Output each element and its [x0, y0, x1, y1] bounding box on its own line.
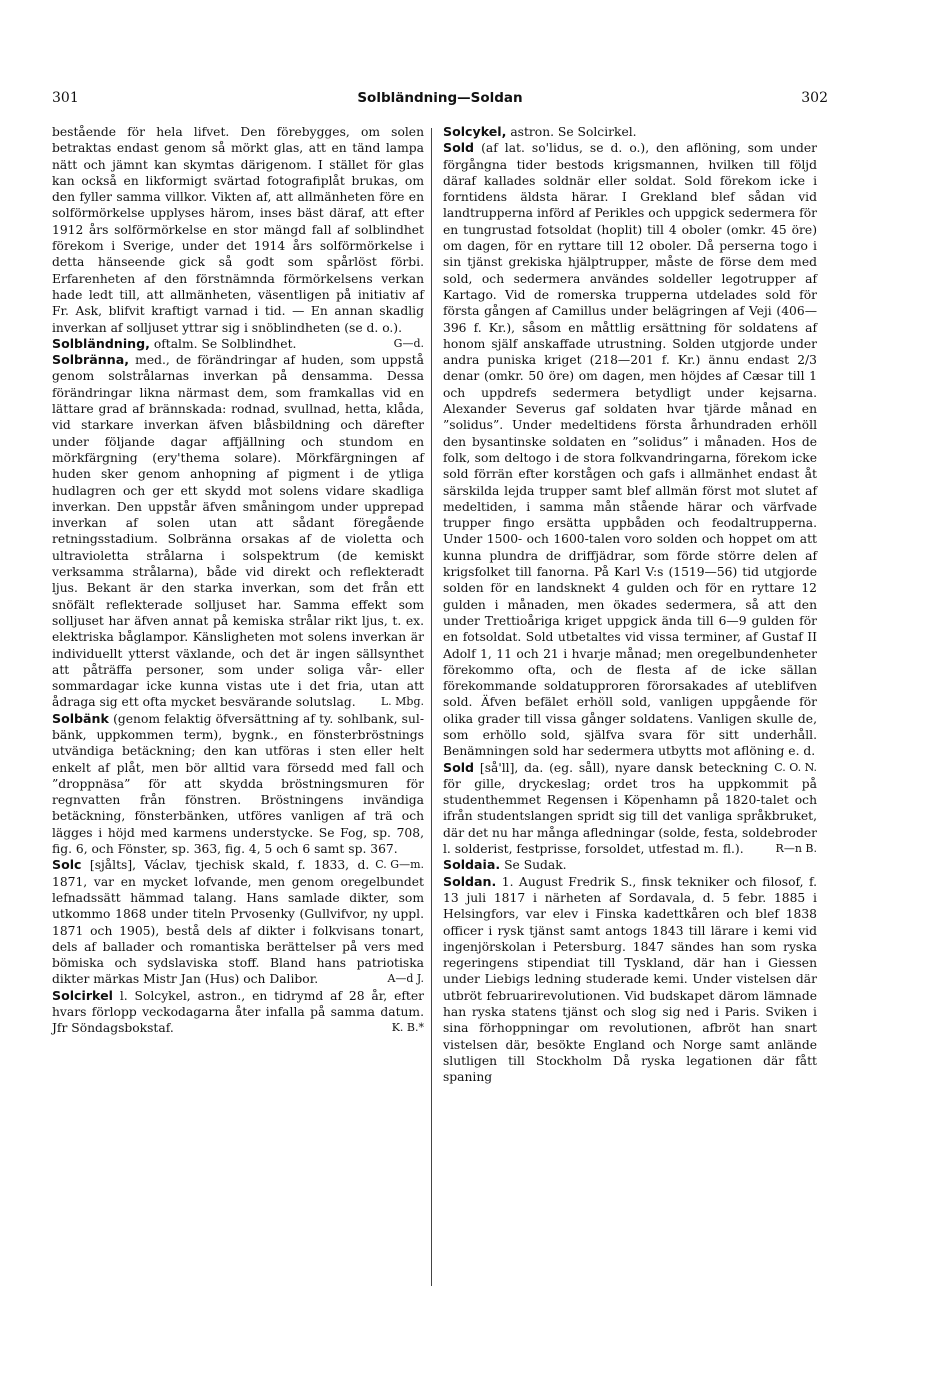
entry-headword: Solc — [52, 857, 82, 873]
entry-text: astron. Se Solcirkel. — [510, 125, 637, 139]
entry-text: bestående för hela lifvet. Den förebygges, om solen betraktas endast genom så mörkt glas, att en tänd lampa nätt och jämnt kan skymtas därigenom. I stället för glas kan också en likformigt svärtad fotografiplåt brukas, om den fyller samma villkor. Vikten af, att allmänheten före en solförmörkelse upplyses härom, inses bäst däraf, att efter 1912 års solförmörkelse en stor mängd fall af solblindhet förekom i Sverige, under det 1914 års solförmörkelse i detta hänseende gick så godt som spårlöst förbi. Erfarenheten af den förstnämnda förmörkelsens verkan hade ledt till, att allmänheten, väsentligen på initiativ af Fr. Ask, blifvit kraftigt varnad i tid. — En annan skadlig inverkan af solljuset yttrar sig i snöblindheten (se d. o.). — [52, 125, 424, 335]
entry-text: Se Sudak. — [504, 858, 567, 873]
entry-headword: Solbränna, — [52, 352, 129, 368]
entry — [52, 988, 424, 1037]
entry-text: (af lat. so'lidus, se d. o.), den aflöning, som under förgångna tider bestods krigsmannen, hvilken till följd däraf kallades soldnär eller soldat. Sold förekom icke i forntidens äldsta härar. I Grekland blef sådan vid landtrupperna införd af Perikles och uppgick sedermera för en tungrustad fotsoldat (hoplit) till 4 oboler (omkr. 45 öre) om dagen, för en ryttare till 12 oboler. Då perserna togo i sin tjänst grekiska hjälptrupper, måste de förse dem med sold, och sedermera användes soldeller legotrupper af Kartago. Vid de romerska trupperna utdelades sold för första gången af Camillus under belägringen af Veji (406—396 f. Kr.), såsom en måttlig ersättning för soldatens af honom själf anskaffade utrustning. Solden utgjorde under andra puniska kriget (218—201 f. Kr.) ännu endast 2/3 denar (omkr. 50 öre) om dagen, men höjdes af Cæsar till 1 och uppdrefs sedermera betydligt under kejsarna. Alexander Severus gaf soldaten hvar tjärde månad en ”solidus”. Under medeltidens första århundraden erhöll den bysantinske soldaten en ”solidus” i månaden. Hos de folk, som deltogo i de stora folkvandringarna, förekom icke sold förrän efter korstågen och gafs i allmänhet endast åt särskilda lejda trupper samt blef allmän först mot slutet af medeltiden, i samma mån stående härar och värfvade trupper fingo ersätta uppbåden och feodaltrupperna. Under 1500- och 1600-talen voro solden och hoppet om att kunna plundra de driffjädrar, som förde större delen af krigsfolket till fanorna. På Karl V:s (1519—56) tid utgjorde solden för en landsknekt 4 gulden och för en ryttare 12 gulden i månaden, men ökades sedermera, så att den under Trettioåriga kriget uppgick ända till 6—9 gulden för en fotsoldat. Sold utbetaltes vid vissa terminer, af Gustaf II Adolf 1, 11 och 21 i hvarje månad; men oregelbundenheter förekommo ofta, och de flesta af de icke sällan förekommande soldatupproren förorsakades af uteblifven sold. Äfven befälet erhöll sold, vanligen uppgående för olika grader till vissa gånger soldatens. Vanligen skulle de, som erhöllo sold, själfva svara för sitt underhåll. Benämningen sold har sedermera utbytts mot aflöning e. d. — [443, 141, 817, 759]
entry-headword: Solbänk — [52, 710, 109, 726]
entry-text: l. Solcykel, astron., en tidrymd af 28 år, efter hvars förlopp veckodagarna åter infalla på samma datum. Jfr Söndagsbokstaf. — [52, 988, 424, 1036]
entry — [443, 874, 817, 1086]
entry-signature: A—d J. — [387, 972, 424, 986]
entry-text: 1. August Fredrik S., finsk tekniker och filosof, f. 13 juli 1817 i närheten af Sordavala, d. 5 febr. 1885 i Helsingfors, var elev i Finska kadettkåren och blef 1838 officer i rysk tjänst samt antogs 1843 till lärare i kemi vid ingenjörskolan i Petersburg. 1847 sändes han som ryska regeringens stipendiat till Tyskland, där han i Giessen under Liebigs ledning studerade kemi. Under vistelsen där utbröt februarirevolutionen. Vid budskapet därom lämnade han ryska statens tjänst och slog sig ned i Paris. Sviken i sina förhoppningar om revolutionen, afbröt han snart vistelsen där, besökte England och Norge samt anlände slutligen till Stockholm Då ryska legationen där fått spaning — [443, 874, 817, 1085]
entry-text: [sjålts], Václav, tjechisk skald, f. 1833, d. 1871, var en mycket lofvande, men genom oregelbundet lefnadssätt hämmad talang. Hans samlade dikter, som utkommo 1868 under titeln Prvosenky (Gullvifvor, ny uppl. 1871 och 1905), bestå dels af dikter i folkvisans tonart, dels af ballader och romantiska berättelser på vers med bömiska och sydslaviska stoff. Bland hans patriotiska dikter märkas Mistr Jan (Hus) och Dalibor. — [52, 858, 424, 987]
entry-headword: Soldaia. — [443, 857, 501, 873]
entry-text: (genom felaktig öfversättning af ty. sohlbank, sul-bänk, uppkommen term), bygnk., en fönsterbröstnings utvändiga betäckning; den kan utföras i sten eller helt enkelt af plåt, men bör alltid vara försedd med fall och ”droppnäsa” för att skydda bröstningsmuren för regnvatten från fönstren. Bröstningens invändiga betäckning, fönsterbänken, utföres vanligen af trä och lägges i höjd med karmens understycke. Se Fog, sp. 708, fig. 6, och Fönster, sp. 363, fig. 4, 5 och 6 samt sp. 367. — [52, 711, 424, 857]
entry-signature: C. G—m. — [375, 858, 424, 872]
entry-signature: G—d. — [393, 336, 424, 350]
entry — [52, 352, 424, 711]
right-column — [443, 124, 817, 1086]
entry-headword: Sold — [443, 140, 475, 156]
entry-text: [så'll], da. (eg. såll), nyare dansk beteckning för gille, dryckeslag; ordet tros ha uppkommit på studenthemmet Regensen i Köpenhamn på 1820-talet och ifrån studentslangen spridt sig till det vanliga språkbruket, där det nu har många afledningar (solde, festa, soldebroder l. solderist, festprisse, forsoldet, utfestad m. fl.). — [443, 760, 817, 857]
entry — [443, 140, 817, 774]
entry-signature: R—n B. — [775, 842, 817, 856]
entry-headword: Solcykel, — [443, 124, 507, 139]
entry-signature: L. Mbg. — [380, 695, 424, 709]
entry — [52, 857, 424, 987]
page-header — [52, 90, 828, 112]
page-number-right: 302 — [801, 90, 828, 106]
entry — [52, 336, 424, 352]
entry — [443, 124, 817, 140]
entry-text: oftalm. Se Solblindhet. — [153, 336, 297, 351]
left-column — [52, 124, 424, 1037]
column-divider — [431, 128, 432, 1286]
entry-headword: Solbländning, — [52, 335, 150, 351]
entry-signature: C. O. N. — [774, 760, 817, 774]
entry — [443, 760, 817, 858]
entry-headword: Solcirkel — [52, 987, 113, 1003]
entry-text: med., de förändringar af huden, som uppstå genom solstrålarnas inverkan på densamma. Dessa förändringar likna närmast dem, som framkallas vid en lättare grad af brännskada: rodnad, svullnad, hetta, klåda, vid starkare inverkan äfven blåsbildning och därefter under följande dagar affjällning och stundom en mörkfärgning (ery'thema solare). Mörkfärgningen af huden sker genom anhopning af pigment i de ytliga hudlagren och ger ett skydd mot solens vidare skadliga inverkan. Den uppstår äfven småningom under upprepad inverkan af solen utan att sådant föregående retningsstadium. Solbränna orsakas af de violetta och ultravioletta strålarna i solspektrum (de kemiskt verksamma strålarna), både vid direkt och reflekteradt ljus. Bekant är den starka inverkan, som det från ett snöfält reflekterade solljuset har. Samma effekt som solljuset har äfven annat på kemiska strålar rikt ljus, t. ex. elektriska båglampor. Känsligheten mot solens inverkan är individuellt ytterst växlande, och det är ingen sällsynthet att påträffa personer, som under soliga vår- eller sommardagar icke kunna vistas ute i det fria, utan att ådraga sig ett ofta mycket besvärande solutslag. — [52, 353, 424, 710]
entry-signature: K. B.* — [391, 1021, 424, 1035]
page-number-left: 301 — [52, 90, 79, 106]
entry-headword: Sold — [443, 759, 475, 775]
running-title: Solbländning—Soldan — [357, 90, 523, 106]
entry-headword: Soldan. — [443, 873, 497, 889]
entry — [443, 857, 817, 873]
